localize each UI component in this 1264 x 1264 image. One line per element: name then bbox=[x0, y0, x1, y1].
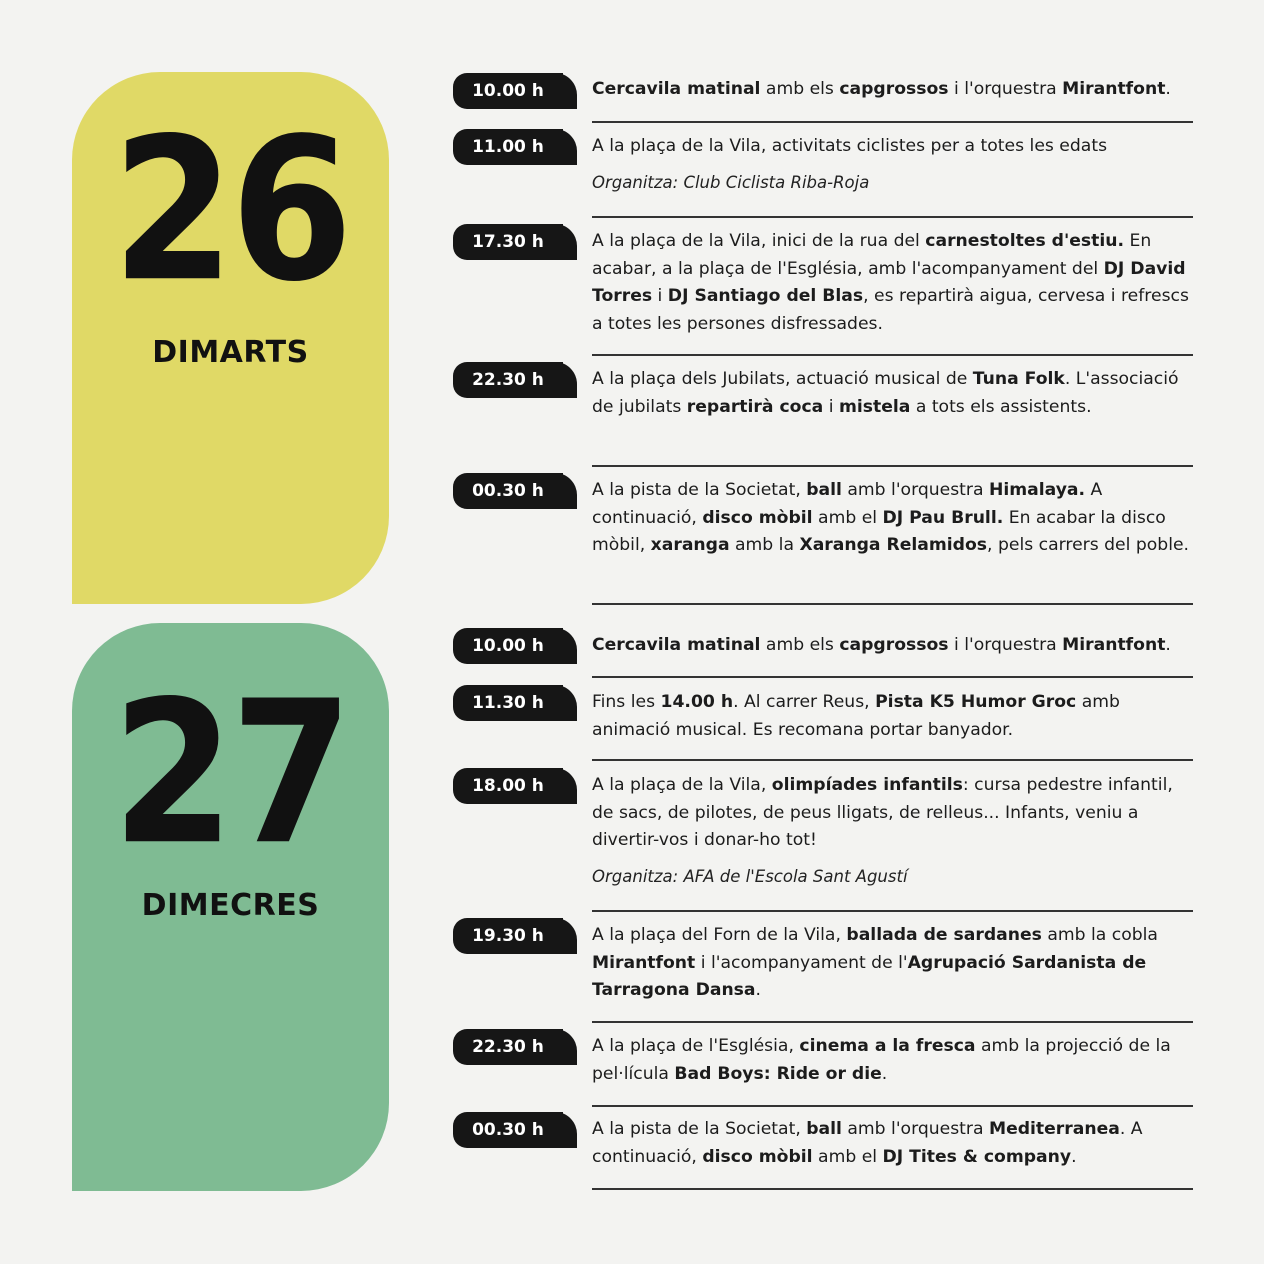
event-highlight: Mirantfont bbox=[592, 952, 696, 973]
time-label: 10.00 h bbox=[472, 636, 544, 656]
day-number: 26 bbox=[112, 95, 349, 326]
event-highlight: DJ Pau Brull. bbox=[882, 507, 1004, 528]
event-text-segment: A la plaça de la Vila, bbox=[592, 775, 772, 795]
event-description bbox=[592, 366, 1192, 421]
event-highlight: Cercavila matinal bbox=[592, 79, 761, 99]
event-text-segment: A la plaça dels Jubilats, actuació musical de bbox=[592, 369, 973, 389]
event-text-segment: : cursa pedestre infantil, de sacs, de pilotes, de peus lligats, de relleus... Infants, veniu a divertir-vos i donar-ho tot! bbox=[592, 775, 1173, 850]
time-label: 11.30 h bbox=[472, 693, 544, 713]
event-description bbox=[592, 632, 1192, 660]
event-text-segment: . bbox=[1071, 1146, 1077, 1167]
divider bbox=[592, 676, 1193, 678]
event-text-segment: amb el bbox=[812, 1146, 883, 1167]
event-text-segment: . bbox=[1165, 79, 1171, 99]
event-highlight: ball bbox=[806, 480, 842, 500]
event-highlight: capgrossos bbox=[839, 635, 949, 655]
event-description bbox=[592, 689, 1192, 744]
event-text-segment: a tots els assistents. bbox=[910, 396, 1092, 417]
event-highlight: 14.00 h bbox=[660, 692, 734, 712]
event-highlight: carnestoltes d'estiu. bbox=[925, 231, 1125, 251]
event-text-segment: amb els bbox=[760, 79, 840, 99]
event-text-segment: amb el bbox=[812, 507, 883, 528]
event-highlight: cinema a la fresca bbox=[799, 1036, 976, 1056]
event-highlight: DJ Tites & company bbox=[882, 1146, 1072, 1167]
event-text-segment: . bbox=[755, 980, 761, 1000]
time-badge bbox=[453, 1112, 563, 1148]
event-text-segment: i l'orquestra bbox=[948, 79, 1063, 99]
event-text-segment: amb animació musical. Es recomana portar banyador. bbox=[592, 692, 1120, 740]
event-highlight: Mirantfont bbox=[1062, 635, 1166, 655]
event-text-segment: . bbox=[881, 1063, 888, 1084]
event-description bbox=[592, 922, 1192, 1005]
event-highlight: Himalaya. bbox=[988, 480, 1086, 500]
event-highlight: ballada de sardanes bbox=[846, 925, 1042, 945]
event-text-segment: , pels carrers del poble. bbox=[987, 535, 1190, 555]
event-description bbox=[592, 76, 1192, 104]
event-text-segment: A la pista de la Societat, bbox=[592, 480, 807, 500]
event-highlight: Xaranga Relamidos bbox=[799, 535, 988, 555]
time-badge bbox=[453, 224, 563, 260]
time-label: 11.00 h bbox=[472, 137, 544, 157]
event-highlight: Tuna Folk bbox=[972, 369, 1065, 389]
event-text-segment: i bbox=[823, 396, 839, 417]
event-text-segment: . Al carrer Reus, bbox=[733, 692, 876, 712]
day-block-26 bbox=[72, 72, 389, 604]
event-highlight: Mirantfont bbox=[1062, 79, 1166, 99]
event-text-segment: A la pista de la Societat, bbox=[592, 1119, 807, 1139]
divider bbox=[592, 910, 1193, 912]
event-text-segment: . L'associació de jubilats bbox=[592, 369, 1179, 417]
day-name: DIMARTS bbox=[152, 335, 309, 370]
day-name: DIMECRES bbox=[141, 888, 320, 923]
time-badge bbox=[453, 1029, 563, 1065]
divider bbox=[592, 216, 1193, 218]
event-text-segment: amb la projecció de la pel·lícula bbox=[592, 1036, 1171, 1084]
divider bbox=[592, 121, 1193, 123]
event-text-segment: , es repartirà aigua, cervesa i refrescs a totes les persones disfressades. bbox=[592, 286, 1189, 334]
time-label: 00.30 h bbox=[472, 481, 544, 501]
event-description bbox=[592, 228, 1192, 338]
event-text-segment: A la plaça de l'Església, bbox=[592, 1036, 800, 1056]
event-highlight: disco mòbil bbox=[702, 1146, 813, 1167]
time-label: 10.00 h bbox=[472, 81, 544, 101]
event-highlight: Bad Boys: Ride or die bbox=[674, 1063, 882, 1084]
event-text-segment: amb l'orquestra bbox=[841, 480, 989, 500]
time-badge bbox=[453, 685, 563, 721]
time-badge bbox=[453, 918, 563, 954]
event-highlight: disco mòbil bbox=[702, 507, 813, 528]
event-highlight: Cercavila matinal bbox=[592, 635, 761, 655]
time-badge bbox=[453, 129, 563, 165]
time-label: 19.30 h bbox=[472, 926, 544, 946]
time-label: 17.30 h bbox=[472, 232, 544, 252]
divider bbox=[592, 354, 1193, 356]
event-text-segment: i l'orquestra bbox=[948, 635, 1063, 655]
time-label: 00.30 h bbox=[472, 1120, 544, 1140]
event-highlight: ball bbox=[806, 1119, 842, 1139]
event-text-segment: A la plaça del Forn de la Vila, bbox=[592, 925, 847, 945]
divider bbox=[592, 465, 1193, 467]
time-label: 22.30 h bbox=[472, 1037, 544, 1057]
event-description bbox=[592, 1033, 1192, 1088]
divider bbox=[592, 1188, 1193, 1190]
day-number: 27 bbox=[112, 658, 349, 889]
event-organizer: Organitza: Club Ciclista Riba-Roja bbox=[592, 173, 870, 192]
event-highlight: DJ Santiago del Blas bbox=[667, 286, 864, 306]
event-highlight: xaranga bbox=[650, 535, 730, 555]
event-highlight: DJ David Torres bbox=[592, 258, 1186, 306]
event-text-segment: amb la bbox=[729, 535, 800, 555]
event-text-segment: amb l'orquestra bbox=[841, 1119, 989, 1139]
event-text-segment: A continuació, bbox=[592, 480, 1103, 528]
time-label: 18.00 h bbox=[472, 776, 544, 796]
time-label: 22.30 h bbox=[472, 370, 544, 390]
event-highlight: capgrossos bbox=[839, 79, 949, 99]
event-text-segment: . bbox=[1165, 635, 1171, 655]
event-highlight: olimpíades infantils bbox=[771, 775, 963, 795]
time-badge bbox=[453, 362, 563, 398]
event-text-segment: . A continuació, bbox=[592, 1119, 1143, 1167]
event-text-segment: A la plaça de la Vila, inici de la rua del bbox=[592, 231, 926, 251]
time-badge bbox=[453, 73, 563, 109]
event-text-segment: i bbox=[652, 286, 668, 306]
event-highlight: Pista K5 Humor Groc bbox=[875, 692, 1077, 712]
event-text-segment: En acabar la disco mòbil, bbox=[592, 507, 1166, 555]
event-text-segment: Fins les bbox=[592, 692, 661, 712]
event-description bbox=[592, 133, 1192, 161]
event-text-segment: amb la cobla bbox=[1041, 925, 1158, 945]
event-text-segment: En acabar, a la plaça de l'Església, amb l'acompanyament del bbox=[592, 231, 1152, 279]
event-description bbox=[592, 772, 1192, 855]
time-badge bbox=[453, 473, 563, 509]
event-description bbox=[592, 477, 1192, 560]
event-organizer: Organitza: AFA de l'Escola Sant Agustí bbox=[592, 867, 908, 886]
event-highlight: Mediterranea bbox=[988, 1119, 1120, 1139]
event-text-segment: A la plaça de la Vila, activitats ciclistes per a totes les edats bbox=[592, 136, 1108, 156]
day-block-27 bbox=[72, 623, 389, 1191]
event-text-segment: amb els bbox=[760, 635, 840, 655]
time-badge bbox=[453, 628, 563, 664]
event-description bbox=[592, 1116, 1192, 1171]
time-badge bbox=[453, 768, 563, 804]
event-highlight: Agrupació Sardanista de Tarragona Dansa bbox=[592, 952, 1147, 1000]
event-highlight: repartirà coca bbox=[686, 396, 824, 417]
event-text-segment: i l'acompanyament de l' bbox=[695, 952, 908, 973]
divider bbox=[592, 1021, 1193, 1023]
divider bbox=[592, 1105, 1193, 1107]
event-highlight: mistela bbox=[838, 396, 911, 417]
divider bbox=[592, 759, 1193, 761]
divider bbox=[592, 603, 1193, 605]
